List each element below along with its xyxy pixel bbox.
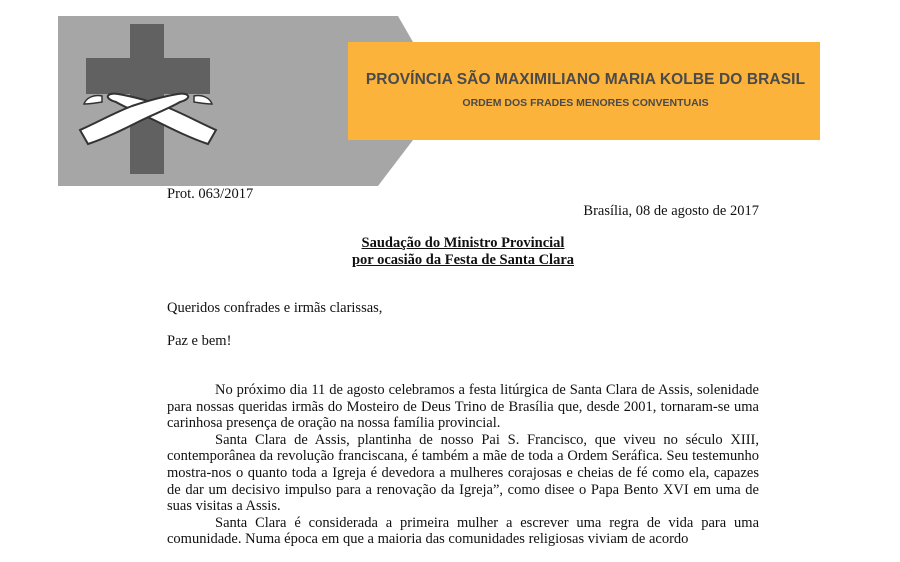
greeting: Paz e bem! [167, 333, 232, 349]
orange-banner [348, 42, 820, 140]
body-paragraph: No próximo dia 11 de agosto celebramos a festa litúrgica de Santa Clara de Assis, solenidade para nossas queridas irmãs do Mosteiro de Deus Trino de Brasília que, desde 2001, tornaram-se uma carinhosa presença de oração na nossa família provincial. [167, 382, 759, 432]
letterhead [58, 16, 840, 186]
letter-title-line-1: Saudação do Ministro Provincial [361, 235, 565, 251]
place-date: Brasília, 08 de agosto de 2017 [583, 203, 759, 219]
letter-title-line-2: por ocasião da Festa de Santa Clara [351, 252, 575, 268]
letter-body [167, 382, 759, 548]
body-paragraph: Santa Clara de Assis, plantinha de nosso Pai S. Francisco, que viveu no século XIII, contemporânea da revolução franciscana, é também a mãe de toda a Ordem Seráfica. Seu testemunho mostra-nos o quanto toda a Igreja é devedora a mulheres corajosas e cheias de fé como ela, capazes de dar um decisivo impulso para a renovação da Igreja”, como disee o Papa Bento XVI em uma de suas visitas a Assis. [167, 431, 759, 515]
protocol-number: Prot. 063/2017 [167, 186, 254, 202]
organization-name: PROVÍNCIA SÃO MAXIMILIANO MARIA KOLBE DO BRASIL [365, 71, 806, 88]
salutation: Queridos confrades e irmãs clarissas, [167, 300, 383, 316]
organization-subtitle: ORDEM DOS FRADES MENORES CONVENTUAIS [462, 97, 709, 109]
body-paragraph: Santa Clara é considerada a primeira mulher a escrever uma regra de vida para uma comunidade. Numa época em que a maioria das comunidades religiosas viviam de acordo [167, 514, 759, 548]
